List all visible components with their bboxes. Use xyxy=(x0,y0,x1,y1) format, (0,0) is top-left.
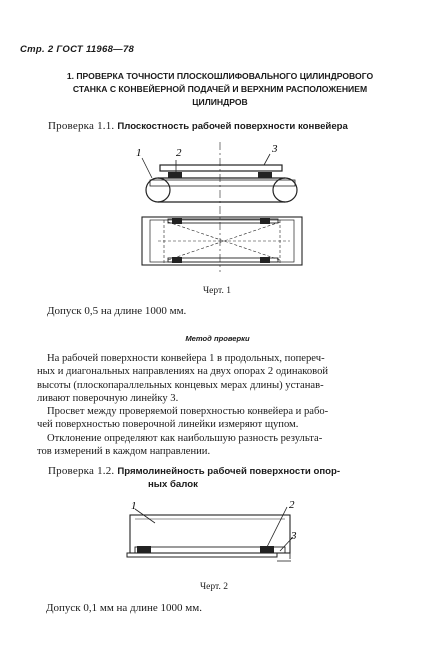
figure-2-caption: Черт. 2 xyxy=(200,582,228,592)
method-p1-line-1: На рабочей поверхности конвейера 1 в продольных, попереч- xyxy=(47,353,325,364)
page-header: Стр. 2 ГОСТ 11968—78 xyxy=(20,44,135,55)
fig2-label-1: 1 xyxy=(131,500,137,512)
method-title: Метод проверки xyxy=(185,334,250,343)
figure-1-drawing xyxy=(120,140,320,275)
straightedge-2 xyxy=(127,553,277,557)
check-2-title-line-2: ных балок xyxy=(148,479,198,490)
support-left xyxy=(168,172,182,178)
method-p1-line-4: ливают поверочную линейку 3. xyxy=(37,393,179,405)
right-roller xyxy=(273,178,297,202)
fig2-label-3: 3 xyxy=(291,530,297,542)
support-right-2 xyxy=(260,546,274,553)
method-p2-line-2: чей поверхностью поверочной линейки измеряют щупом. xyxy=(37,419,299,431)
method-p2-line-4: тов измерений в каждом направлении. xyxy=(37,446,211,458)
section-title-line-3: ЦИЛИНДРОВ xyxy=(192,97,248,107)
check-2-tolerance: Допуск 0,1 мм на длине 1000 мм. xyxy=(46,602,202,614)
fig1-label-2: 2 xyxy=(176,147,182,159)
method-p1-line-2: ных и диагональных направлениях на двух опорах 2 одинаковой xyxy=(37,366,329,378)
check-1-label: Проверка 1.1. xyxy=(48,120,115,132)
method-p1-line-3: высоты (плоскопараллельных концевых мерах длины) устанав- xyxy=(37,379,324,391)
support-right xyxy=(258,172,272,178)
check-2-title-line-1: Прямолинейность рабочей поверхности опор- xyxy=(117,466,341,477)
method-p2-line-3: Отклонение определяют как наибольшую разность результа- xyxy=(47,432,323,444)
check-2-label: Проверка 1.2. xyxy=(48,465,115,477)
figure-2-drawing xyxy=(115,495,320,575)
fig1-label-3: 3 xyxy=(272,143,278,155)
method-paragraph-1 xyxy=(37,352,412,406)
method-p2-line-1: Просвет между проверяемой поверхностью конвейера и рабо- xyxy=(47,406,329,417)
section-title-line-1: 1. ПРОВЕРКА ТОЧНОСТИ ПЛОСКОШЛИФОВАЛЬНОГО ЦИЛИНДРОВОГО xyxy=(66,71,374,81)
straightedge xyxy=(160,165,282,171)
section-title-line-2: СТАНКА С КОНВЕЙЕРНОЙ ПОДАЧЕЙ И ВЕРХНИМ РАСПОЛОЖЕНИЕМ xyxy=(72,84,368,94)
check-1-heading xyxy=(48,120,348,132)
fig1-label-1: 1 xyxy=(136,147,142,159)
check-1-title: Плоскостность рабочей поверхности конвейера xyxy=(117,121,348,132)
fig2-label-2: 2 xyxy=(289,499,295,511)
support-left-2 xyxy=(137,546,151,553)
check-1-tolerance: Допуск 0,5 на длине 1000 мм. xyxy=(47,305,187,317)
check-2-heading xyxy=(48,465,340,477)
method-paragraph-2 xyxy=(37,405,412,459)
figure-1-caption: Черт. 1 xyxy=(203,286,231,296)
